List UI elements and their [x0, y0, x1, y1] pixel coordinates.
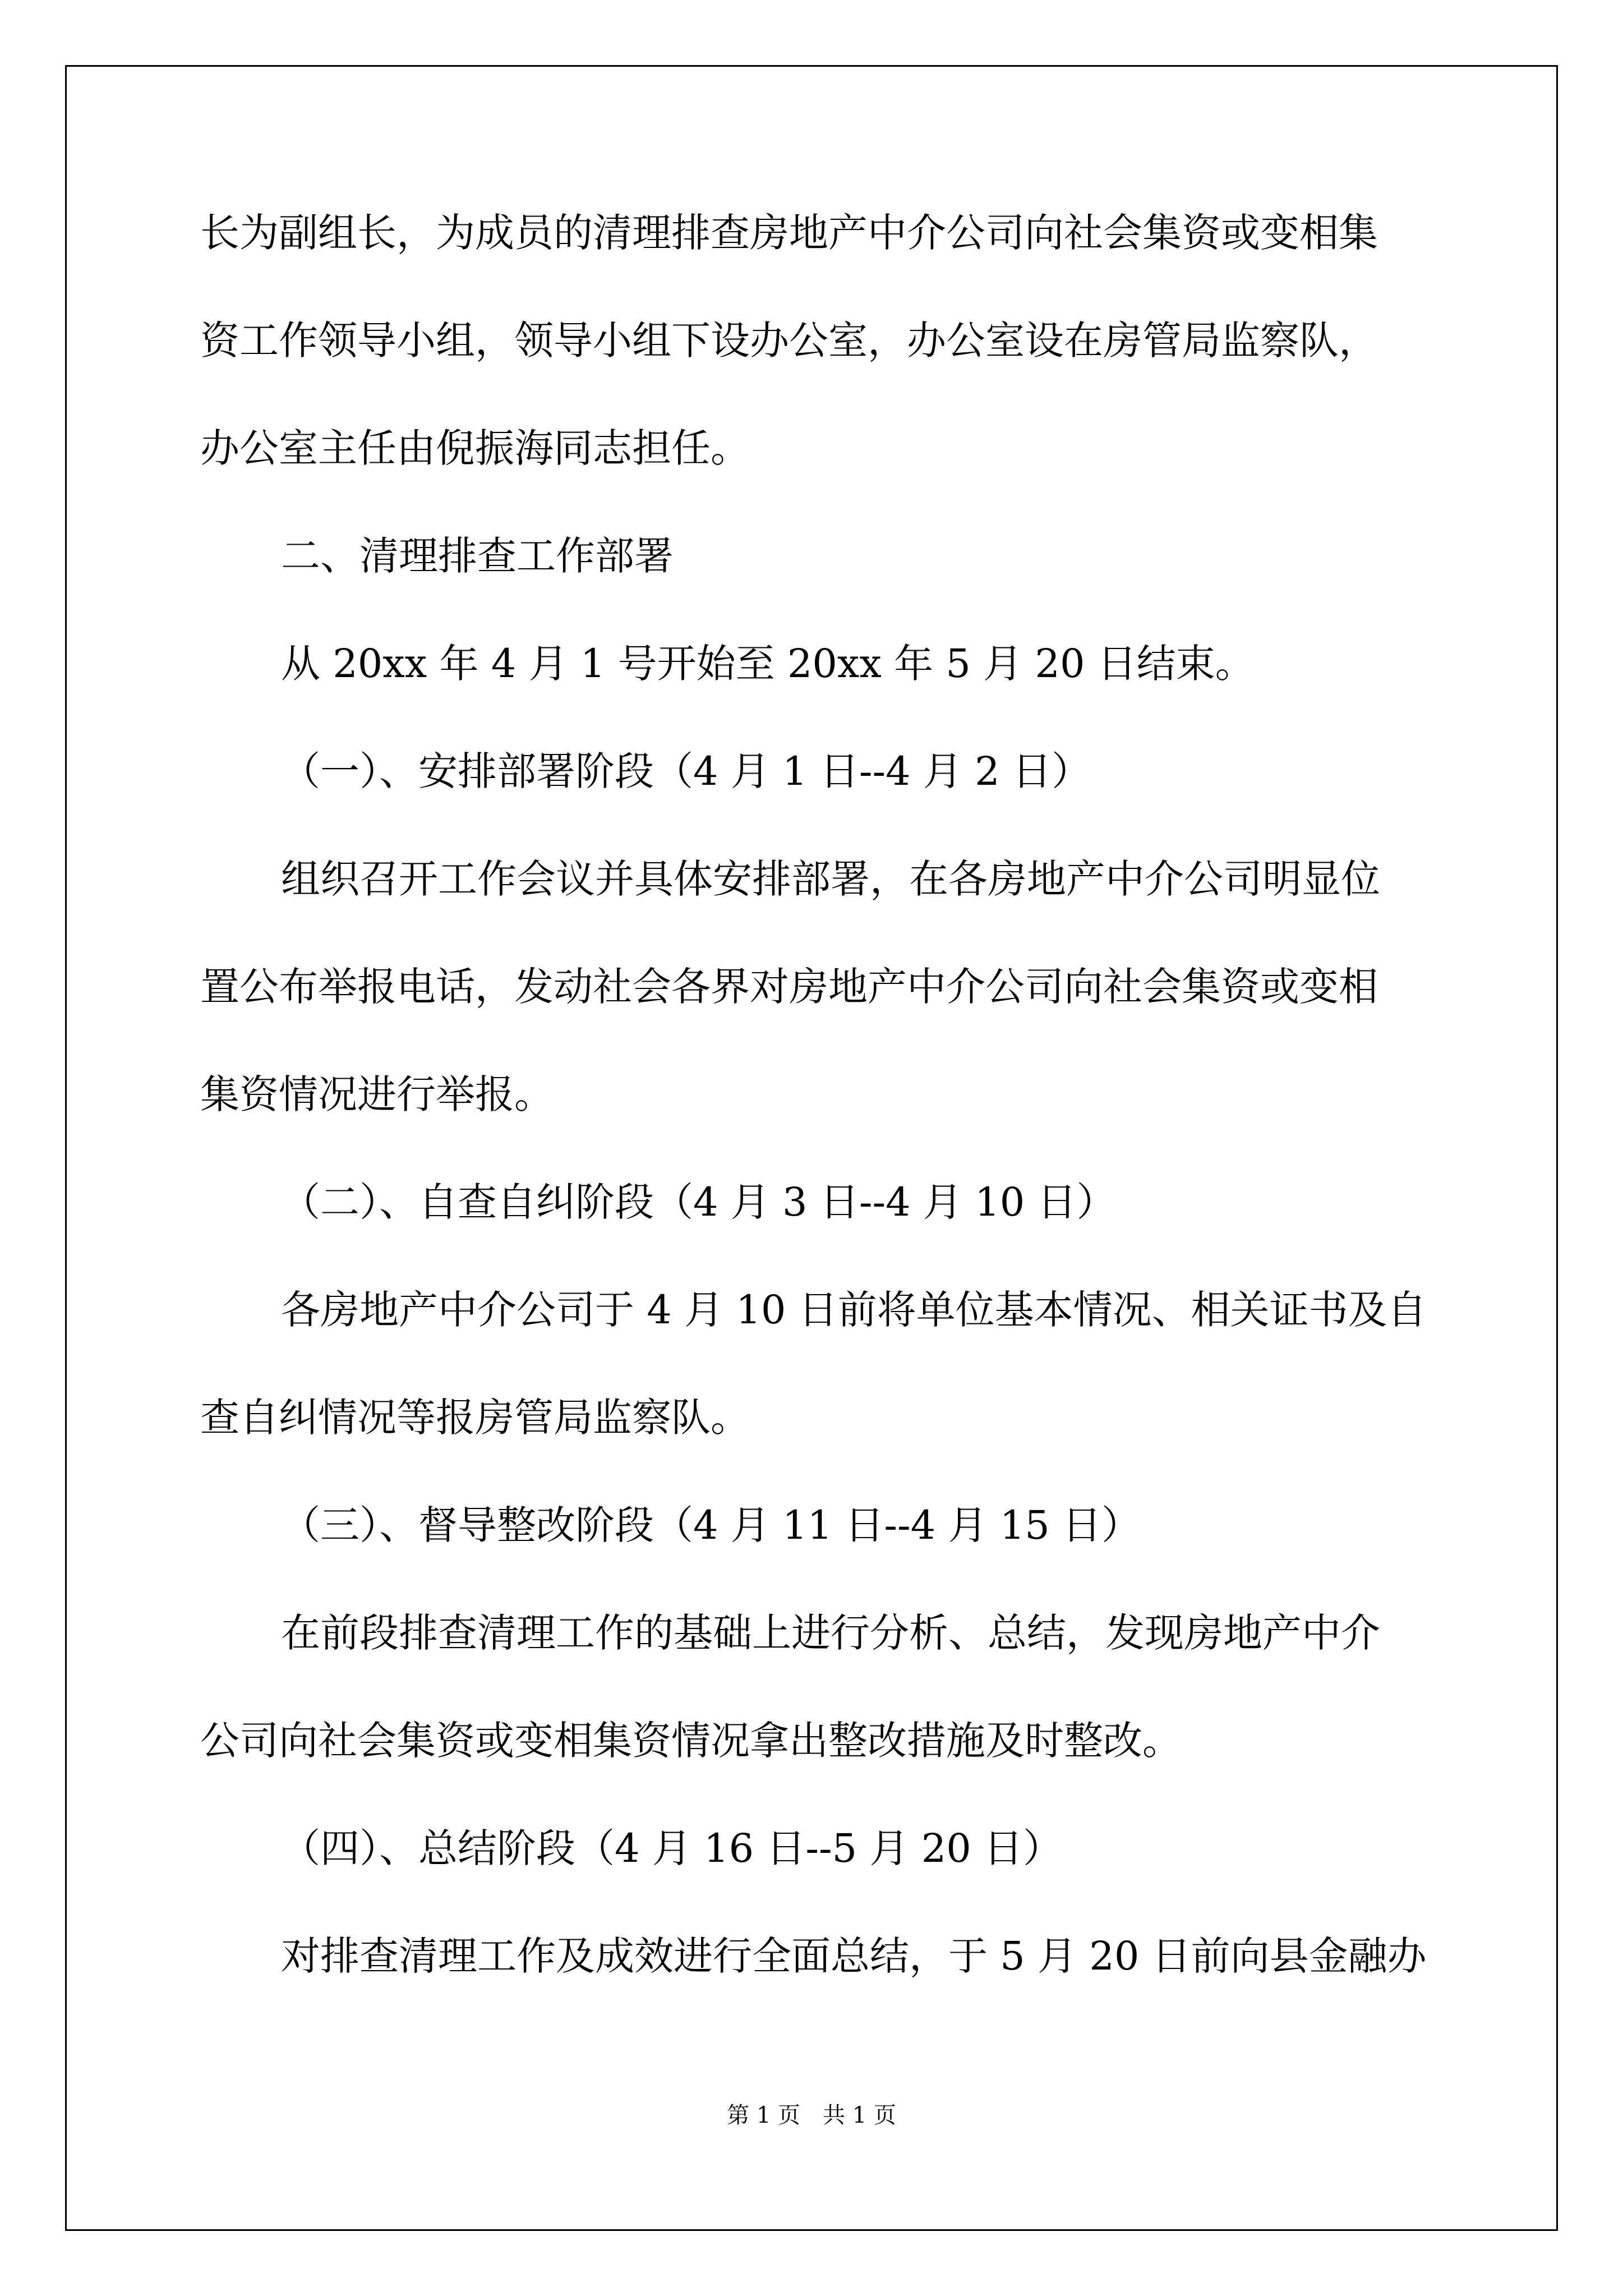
page-border: [65, 65, 1558, 2231]
text-line: 从 20xx 年 4 月 1 号开始至 20xx 年 5 月 20 日结束。: [281, 641, 1255, 687]
subsection-heading: （三）、督导整改阶段（4 月 11 日--4 月 15 日）: [281, 1502, 1141, 1548]
text-line: 长为副组长，为成员的清理排查房地产中介公司向社会集资或变相集: [200, 210, 1378, 256]
text-line: 对排查清理工作及成效进行全面总结，于 5 月 20 日前向县金融办: [281, 1933, 1427, 1979]
text-line: 在前段排查清理工作的基础上进行分析、总结，发现房地产中介: [281, 1610, 1380, 1656]
text-line: 组织召开工作会议并具体安排部署，在各房地产中介公司明显位: [281, 856, 1380, 902]
text-line: 集资情况进行举报。: [200, 1071, 554, 1117]
text-line: 公司向社会集资或变相集资情况拿出整改措施及时整改。: [200, 1718, 1182, 1764]
text-line: 置公布举报电话，发动社会各界对房地产中介公司向社会集资或变相: [200, 964, 1378, 1010]
section-heading: 二、清理排查工作部署: [281, 533, 674, 579]
text-line: 各房地产中介公司于 4 月 10 日前将单位基本情况、相关证书及自: [281, 1287, 1427, 1333]
text-line: 查自纠情况等报房管局监察队。: [200, 1395, 750, 1441]
text-line: 办公室主任由倪振海同志担任。: [200, 425, 750, 471]
subsection-heading: （一）、安排部署阶段（4 月 1 日--4 月 2 日）: [281, 748, 1091, 794]
subsection-heading: （二）、自查自纠阶段（4 月 3 日--4 月 10 日）: [281, 1179, 1116, 1225]
text-line: 资工作领导小组，领导小组下设办公室，办公室设在房管局监察队，: [200, 318, 1378, 364]
subsection-heading: （四）、总结阶段（4 月 16 日--5 月 20 日）: [281, 1825, 1063, 1871]
page-number: 第 1 页 共 1 页: [727, 2102, 896, 2128]
